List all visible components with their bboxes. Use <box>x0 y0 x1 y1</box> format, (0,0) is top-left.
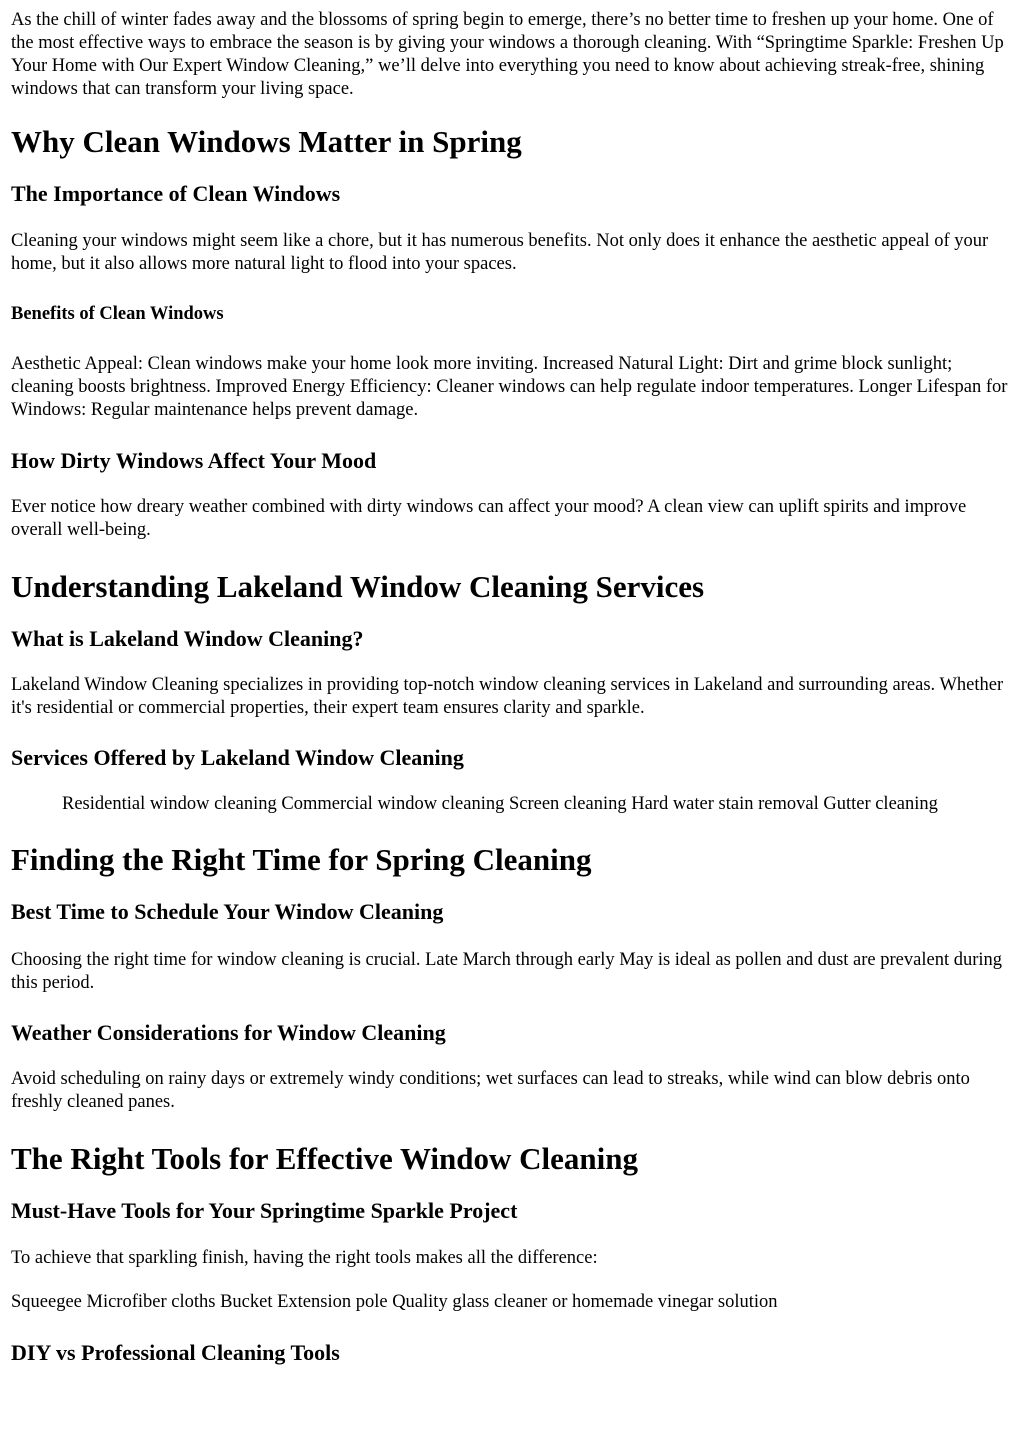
benefits-paragraph: Aesthetic Appeal: Clean windows make your home look more inviting. Increased Natural Light: Dirt and grime block sunlight; cleaning boosts brightness. Improved Energy Efficiency: Cleaner windows can help regulate indoor temperatures. Longer Lifespan for Windows: Regular maintenance helps prevent damage. <box>11 354 1008 420</box>
subheading-benefits: Benefits of Clean Windows <box>11 304 224 324</box>
subheading-what-is-lakeland: What is Lakeland Window Cleaning? <box>11 626 364 651</box>
mood-paragraph: Ever notice how dreary weather combined with dirty windows can affect your mood? A clean view can uplift spirits and improve overall well-being. <box>11 497 967 540</box>
what-is-lakeland-paragraph: Lakeland Window Cleaning specializes in providing top-notch window cleaning services in Lakeland and surrounding areas. Whether it's residential or commercial properties, their expert team ensures clarity and sparkle. <box>11 675 1004 718</box>
tools-list: Squeegee Microfiber cloths Bucket Extension pole Quality glass cleaner or homemade vinegar solution <box>11 1292 778 1312</box>
services-list: Residential window cleaning Commercial window cleaning Screen cleaning Hard water stain removal Gutter cleaning <box>62 794 938 814</box>
subheading-diy-vs-pro: DIY vs Professional Cleaning Tools <box>11 1340 340 1365</box>
must-have-tools-paragraph: To achieve that sparkling finish, having the right tools makes all the difference: <box>11 1248 598 1268</box>
subheading-importance: The Importance of Clean Windows <box>11 181 341 206</box>
best-time-paragraph: Choosing the right time for window cleaning is crucial. Late March through early May is ideal as pollen and dust are prevalent during this period. <box>11 950 1003 993</box>
subheading-weather: Weather Considerations for Window Cleaning <box>11 1020 446 1045</box>
subheading-must-have-tools: Must-Have Tools for Your Springtime Sparkle Project <box>11 1198 518 1223</box>
intro-paragraph: As the chill of winter fades away and the blossoms of spring begin to emerge, there’s no better time to freshen up your home. One of the most effective ways to embrace the season is by giving your windows a thorough cleaning. With “Springtime Sparkle: Freshen Up Your Home with Our Expert Window Cleaning,” we’ll delve into everything you need to know about achieving streak-free, shining windows that can transform your living space. <box>11 10 1004 99</box>
subheading-mood: How Dirty Windows Affect Your Mood <box>11 448 377 473</box>
article <box>0 9 1024 1366</box>
section-heading-why-clean: Why Clean Windows Matter in Spring <box>11 124 522 159</box>
subheading-best-time: Best Time to Schedule Your Window Cleaning <box>11 899 444 924</box>
weather-paragraph: Avoid scheduling on rainy days or extremely windy conditions; wet surfaces can lead to streaks, while wind can blow debris onto freshly cleaned panes. <box>11 1069 970 1112</box>
importance-paragraph: Cleaning your windows might seem like a chore, but it has numerous benefits. Not only does it enhance the aesthetic appeal of your home, but it also allows more natural light to flood into your spaces. <box>11 231 989 274</box>
section-heading-right-tools: The Right Tools for Effective Window Cleaning <box>11 1141 638 1176</box>
subheading-services-offered: Services Offered by Lakeland Window Cleaning <box>11 745 464 770</box>
section-heading-lakeland-services: Understanding Lakeland Window Cleaning Services <box>11 569 705 604</box>
section-heading-right-time: Finding the Right Time for Spring Cleaning <box>11 842 592 877</box>
